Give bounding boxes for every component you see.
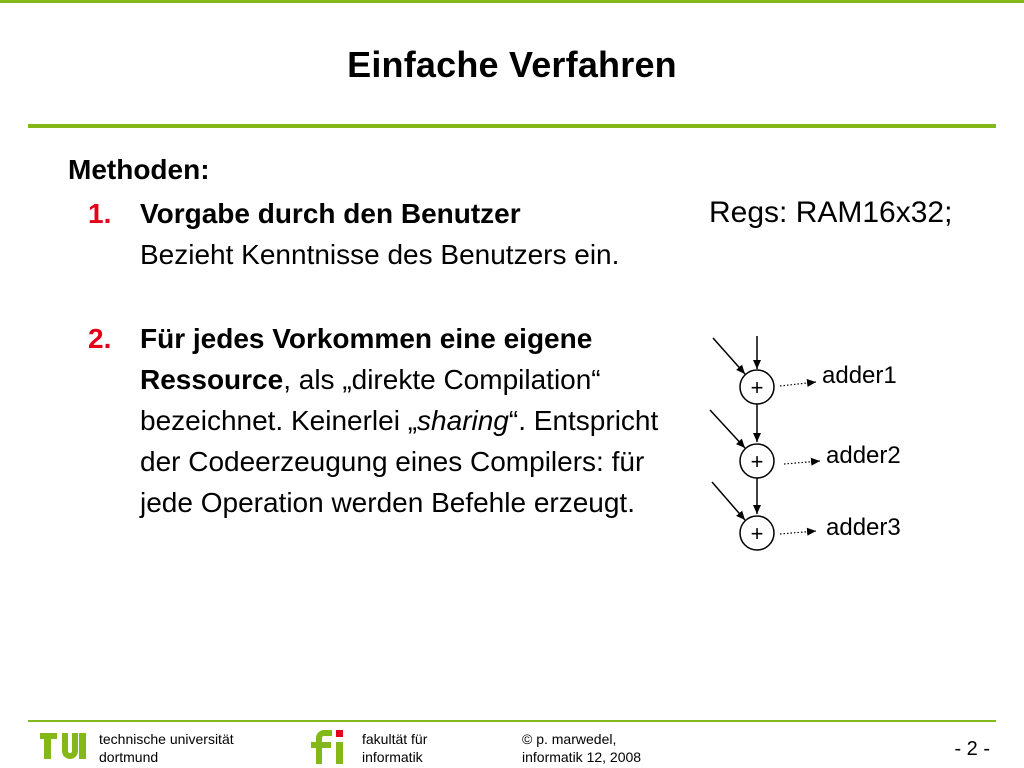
footer-university-line2: dortmund bbox=[99, 749, 159, 765]
methods-heading: Methoden: bbox=[68, 154, 210, 185]
tu-logo-icon bbox=[40, 726, 94, 766]
dotted-arrow-3 bbox=[780, 531, 816, 534]
footer-faculty-line2: informatik bbox=[362, 749, 423, 765]
adder-plus-3: + bbox=[750, 521, 764, 546]
adder-label-3: adder3 bbox=[826, 514, 901, 541]
title-divider bbox=[28, 124, 996, 128]
input-arrow-2 bbox=[710, 410, 745, 448]
adder-plus-2: + bbox=[750, 449, 764, 474]
input-arrow-3 bbox=[712, 482, 745, 520]
item-1-title: Vorgabe durch den Benutzer bbox=[140, 198, 521, 229]
input-arrow-1a bbox=[713, 338, 745, 374]
footer-university-line1: technische universität bbox=[99, 731, 234, 747]
list-item-1-body bbox=[140, 193, 680, 275]
adder-label-1: adder1 bbox=[822, 362, 897, 389]
footer-faculty-line1: fakultät für bbox=[362, 731, 428, 747]
footer-copyright bbox=[522, 730, 641, 766]
fi-logo-icon bbox=[308, 724, 358, 766]
page-number: - 2 - bbox=[954, 738, 990, 760]
list-number-2: 2. bbox=[88, 323, 112, 354]
item-2-italic: sharing bbox=[417, 405, 509, 436]
item-2-text-b: “. Entspricht der Codeerzeugung eines Compilers: für jede Operation werden Befehle erzeugt. bbox=[140, 405, 659, 518]
adder-diagram bbox=[700, 330, 940, 565]
footer-copyright-line1: © p. marwedel, bbox=[522, 731, 617, 747]
footer-faculty bbox=[362, 730, 427, 766]
footer-copyright-line2: informatik 12, 2008 bbox=[522, 749, 642, 765]
item-2-title: Für jedes Vorkommen eine eigene Ressource bbox=[140, 323, 593, 395]
item-2-text-a: , als „direkte Compilation“ bezeichnet. Keinerlei „ bbox=[140, 364, 601, 436]
regs-declaration: Regs: RAM16x32; bbox=[709, 196, 953, 229]
top-accent-line bbox=[0, 0, 1024, 3]
list-item-2-body bbox=[140, 318, 680, 523]
adder-diagram-svg bbox=[700, 330, 940, 560]
list-number-1: 1. bbox=[88, 198, 112, 229]
dotted-arrow-2 bbox=[784, 461, 820, 464]
footer-university bbox=[99, 730, 234, 766]
footer-divider bbox=[28, 720, 996, 722]
slide-title: Einfache Verfahren bbox=[347, 44, 677, 85]
item-1-text: Bezieht Kenntnisse des Benutzers ein. bbox=[140, 239, 620, 270]
adder-label-2: adder2 bbox=[826, 442, 901, 469]
dotted-arrow-1 bbox=[780, 382, 816, 386]
adder-plus-1: + bbox=[750, 375, 764, 400]
